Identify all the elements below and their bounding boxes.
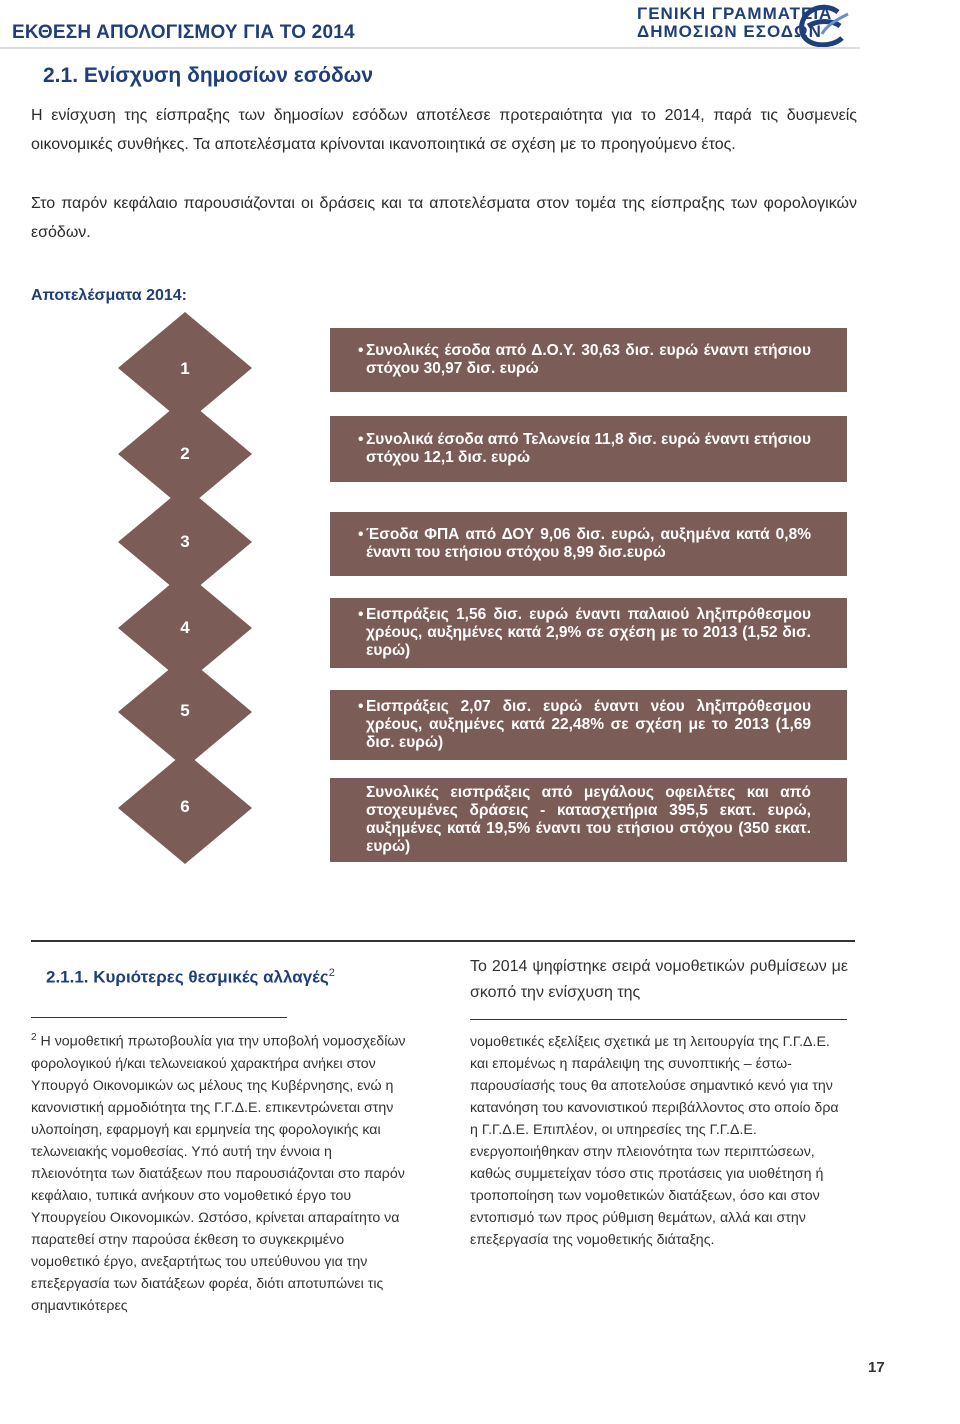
page-number: 17: [868, 1359, 885, 1376]
logo-e-icon: [792, 4, 852, 48]
result-number-5: 5: [180, 701, 190, 720]
result-box-3: [330, 512, 847, 576]
footnote-mark: 2: [31, 1032, 37, 1043]
result-number-6: 6: [180, 797, 190, 816]
section-title: 2.1. Ενίσχυση δημοσίων εσόδων: [43, 64, 374, 87]
header-title: ΕΚΘΕΣΗ ΑΠΟΛΟΓΙΣΜΟΥ ΓΙΑ ΤΟ 2014: [12, 22, 355, 43]
bullet-icon: •: [358, 526, 364, 543]
footnote-left-column: [31, 1027, 409, 1317]
result-box-5: [330, 690, 847, 760]
bullet-icon: •: [358, 431, 364, 448]
bullet-icon: •: [358, 606, 364, 623]
result-number-3: 3: [180, 532, 190, 551]
result-text-2: Συνολικά έσοδα από Τελωνεία 11,8 δισ. ευρώ έναντι ετήσιου στόχου 12,1 δισ. ευρώ: [366, 431, 811, 466]
result-text-6: Συνολικές εισπράξεις από μεγάλους οφειλέτες και από στοχευμένες δράσεις - κατασχετήρια 395,5 εκατ. ευρώ, αυξημένες κατά 19,5% έναντι του ετήσιου στόχου (350 εκατ. ευρώ): [366, 784, 811, 855]
subsection-title: [46, 967, 335, 988]
header-divider: [0, 47, 860, 49]
result-number-1: 1: [180, 359, 190, 378]
result-text-3: Έσοδα ΦΠΑ από ΔΟΥ 9,06 δισ. ευρώ, αυξημένα κατά 0,8% έναντι του ετήσιου στόχου 8,99 δισ.ευρώ: [366, 526, 811, 561]
result-number-2: 2: [180, 444, 190, 463]
result-box-2: [330, 416, 847, 482]
results-title: Αποτελέσματα 2014:: [31, 287, 188, 304]
subsection-intro-text: Το 2014 ψηφίστηκε σειρά νομοθετικών ρυθμίσεων με σκοπό την ενίσχυση της: [470, 958, 848, 1001]
bullet-icon: •: [358, 698, 364, 715]
section-divider: [31, 940, 855, 942]
result-box-6: [330, 778, 847, 862]
result-box-1: [330, 328, 847, 392]
footnote-separator-right: [470, 1019, 847, 1020]
intro-paragraph-1: Η ενίσχυση της είσπραξης των δημοσίων εσόδων αποτέλεσε προτεραιότητα για το 2014, παρά τις δυσμενείς οικονομικές συνθήκες. Τα αποτελέσματα κρίνονται ικανοποιητικά σε σχέση με το προηγούμενο έτος.: [31, 107, 857, 153]
result-text-5: Εισπράξεις 2,07 δισ. ευρώ έναντι νέου ληξιπρόθεσμου χρέους, αυξημένες κατά 22,48% σε σχέση με το 2013 (1,69 δισ. ευρώ): [366, 698, 811, 751]
result-box-4: [330, 598, 847, 668]
result-text-1: Συνολικές έσοδα από Δ.Ο.Υ. 30,63 δισ. ευρώ έναντι ετήσιου στόχου 30,97 δισ. ευρώ: [366, 342, 811, 377]
footnote-separator-left: [31, 1017, 287, 1018]
bullet-icon: •: [358, 342, 364, 359]
logo-line-1: ΓΕΝΙΚΗ ΓΡΑΜΜΑΤΕΙΑ: [637, 4, 833, 23]
logo-line-2: ΔΗΜΟΣΙΩΝ ΕΣΟΔΩΝ: [637, 22, 822, 41]
footnote-right-column: νομοθετικές εξελίξεις σχετικά με τη λειτουργία της Γ.Γ.Δ.Ε. και επομένως η παράλειψη της συνοπτικής – έστω- παρουσίασής τους θα αποτελούσε σημαντικό κενό για την κατανόηση του κανονιστικού περιβάλλοντος στο οποίο δρα η Γ.Γ.Δ.Ε. Επιπλέον, οι υπηρεσίες της Γ.Γ.Δ.Ε. ενεργοποιήθηκαν στην πλειονότητα των περιπτώσεων, καθώς συμμετείχαν τόσο στις προτάσεις για υιοθέτηση ή τροποποίηση των νομοθετικών διατάξεων, όσο και στον εντοπισμό των προς ρύθμιση θεμάτων, αλλά και στην επεξεργασία της νομοθετικής διάταξης.: [470, 1034, 839, 1248]
intro-paragraph-2: Στο παρόν κεφάλαιο παρουσιάζονται οι δράσεις και τα αποτελέσματα στον τομέα της είσπραξης των φορολογικών εσόδων.: [31, 195, 857, 241]
footnote-ref: 2: [328, 967, 335, 979]
result-number-4: 4: [180, 618, 190, 637]
footnote-text: Η νομοθετική πρωτοβουλία για την υποβολή νομοσχεδίων φορολογικού ή/και τελωνειακού χαρακτήρα ανήκει στον Υπουργό Οικονομικών ως μέλους της Κυβέρνησης, ενώ η κανονιστική αρμοδιότητα της Γ.Γ.Δ.Ε. επικεντρώνεται στην υλοποίηση, εφαρμογή και ερμηνεία της φορολογικής και τελωνειακής νομοθεσίας. Υπό αυτή την έννοια η πλειονότητα των διατάξεων που παρουσιάζονται στο παρόν κεφάλαιο, τυπικά ανήκουν στο νομοθετικό έργο του Υπουργείου Οικονομικών. Ωστόσο, κρίνεται απαραίτητο να παρατεθεί στην παρούσα έκθεση το συγκεκριμένο νομοθετικό έργο, ανεξαρτήτως του υπεύθυνου για την επεξεργασία των διατάξεων φορέα, διότι αποτυπώνει τις σημαντικότερες: [31, 1033, 406, 1314]
result-text-4: Εισπράξεις 1,56 δισ. ευρώ έναντι παλαιού ληξιπρόθεσμου χρέους, αυξημένες κατά 2,9% σε σχέση με το 2013 (1,52 δισ. ευρώ): [366, 606, 811, 659]
subsection-title-text: 2.1.1. Κυριότερες θεσμικές αλλαγές: [46, 967, 329, 987]
